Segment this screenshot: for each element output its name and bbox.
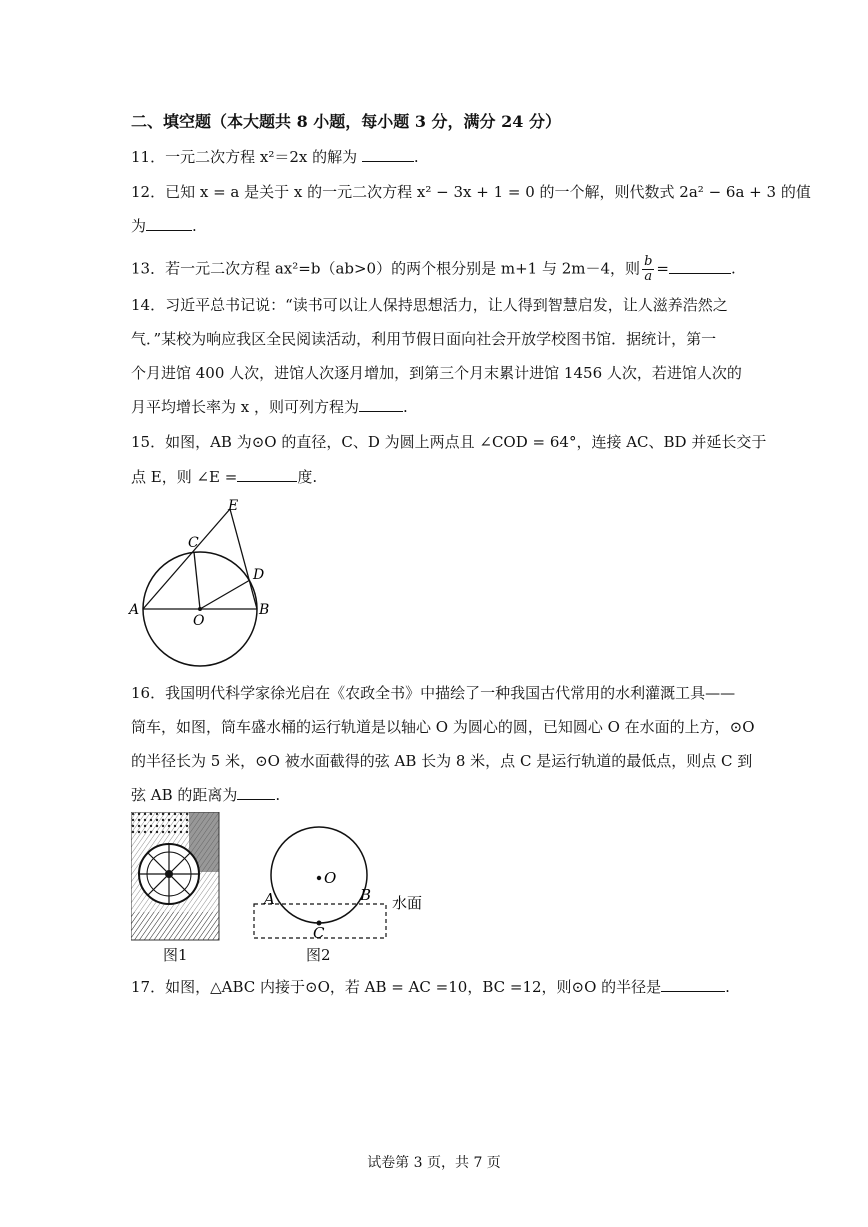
q14-answer-blank[interactable] (359, 397, 403, 412)
q15-radius-oc (194, 552, 200, 609)
q16-figure2 (245, 820, 445, 945)
q16-line4: 弦 AB 的距离为 (131, 786, 238, 804)
q17-text: 17．如图，△ABC 内接于⊙O，若 AB = AC =10，BC =12，则⊙O 的半径是 (131, 978, 662, 996)
q13-numerator: b (644, 254, 653, 269)
q16-line3: 的半径长为 5 米，⊙O 被水面截得的弦 AB 长为 8 米，点 C 是运行轨道的最低点，则点 C 到 (131, 752, 753, 770)
q17-answer-blank[interactable] (661, 977, 725, 992)
q16-label-b: B (360, 886, 372, 904)
q13-answer-blank[interactable] (669, 259, 731, 274)
q12-line2: 为 (131, 217, 147, 235)
q16-label-a: A (264, 890, 275, 908)
q16-line1: 16．我国明代科学家徐光启在《农政全书》中描绘了一种我国古代常用的水利灌溉工具—— (131, 684, 736, 702)
q16-fig2-caption: 图2 (306, 946, 331, 964)
q13-fraction (642, 255, 654, 284)
q14-line2: 气．”某校为响应我区全民阅读活动，利用节假日面向社会开放学校图书馆．据统计，第一 (131, 330, 717, 348)
question-16-line4 (131, 785, 280, 805)
question-11 (131, 147, 419, 167)
q15-label-c: C (188, 535, 199, 551)
q15-end: 度. (297, 468, 318, 486)
q16-fig1-caption: 图1 (163, 946, 188, 964)
q16-line2: 筒车，如图，筒车盛水桶的运行轨道是以轴心 O 为圆心的圆，已知圆心 O 在水面的上方，⊙O (131, 718, 755, 736)
q16-center-dot (317, 876, 321, 880)
q13-denominator: a (644, 269, 653, 284)
q11-answer-blank[interactable] (362, 147, 414, 162)
q16-label-c: C (313, 924, 325, 942)
q15-radius-od (200, 580, 250, 609)
q14-line3: 个月进馆 400 人次，进馆人次逐月增加，到第三个月末累计进馆 1456 人次，若进馆人次的 (131, 364, 742, 382)
section-title: 二、填空题（本大题共 8 小题，每小题 3 分，满分 24 分） (131, 112, 561, 131)
q15-line-be (230, 509, 257, 609)
q12-end: . (192, 217, 197, 235)
q15-figure (125, 495, 285, 675)
q16-water-label: 水面 (392, 894, 423, 912)
q14-line4: 月平均增长率为 x ，则可列方程为 (131, 398, 359, 416)
q15-label-d: D (253, 567, 265, 583)
q15-label-a: A (129, 602, 140, 618)
q15-line-ae (143, 509, 230, 609)
q14-line1: 14．习近平总书记说：“读书可以让人保持思想活力，让人得到智慧启发，让人滋养浩然之 (131, 296, 728, 314)
q17-end: . (725, 978, 730, 996)
q15-line2: 点 E，则 ∠E = (131, 468, 238, 486)
q15-center-dot (198, 607, 202, 611)
q16-end: . (275, 786, 281, 804)
q16-label-o: O (324, 869, 337, 887)
question-17 (131, 977, 730, 997)
q15-label-e: E (228, 498, 239, 514)
page-footer: 试卷第 3 页，共 7 页 (367, 1155, 501, 1171)
question-14-line4 (131, 397, 408, 417)
q12-line1: 12．已知 x = a 是关于 x 的一元二次方程 x² − 3x + 1 = 0 的一个解，则代数式 2a² − 6a + 3 的值 (131, 183, 811, 201)
q15-label-b: B (259, 602, 270, 618)
q15-line1: 15．如图，AB 为⊙O 的直径，C、D 为圆上两点且 ∠COD = 64°，连接 AC、BD 并延长交于 (131, 433, 767, 451)
q11-text: 11．一元二次方程 x²＝2x 的解为 (131, 148, 358, 166)
q16-figure1-illustration (131, 812, 223, 942)
q11-end: . (413, 148, 419, 166)
q13-end: . (730, 259, 736, 278)
q15-label-o: O (193, 613, 205, 629)
question-12-line2 (131, 216, 197, 236)
q13-eq: = (656, 259, 669, 278)
q12-answer-blank[interactable] (146, 216, 192, 231)
question-13 (131, 255, 736, 284)
question-15-line2 (131, 467, 317, 487)
q14-end: . (403, 398, 408, 416)
q16-answer-blank[interactable] (237, 785, 275, 800)
q16-wheel-circle (271, 827, 367, 923)
q13-text: 13．若一元二次方程 ax²=b（ab>0）的两个根分别是 m+1 与 2m－4，则 (131, 259, 641, 278)
q15-answer-blank[interactable] (237, 467, 297, 482)
